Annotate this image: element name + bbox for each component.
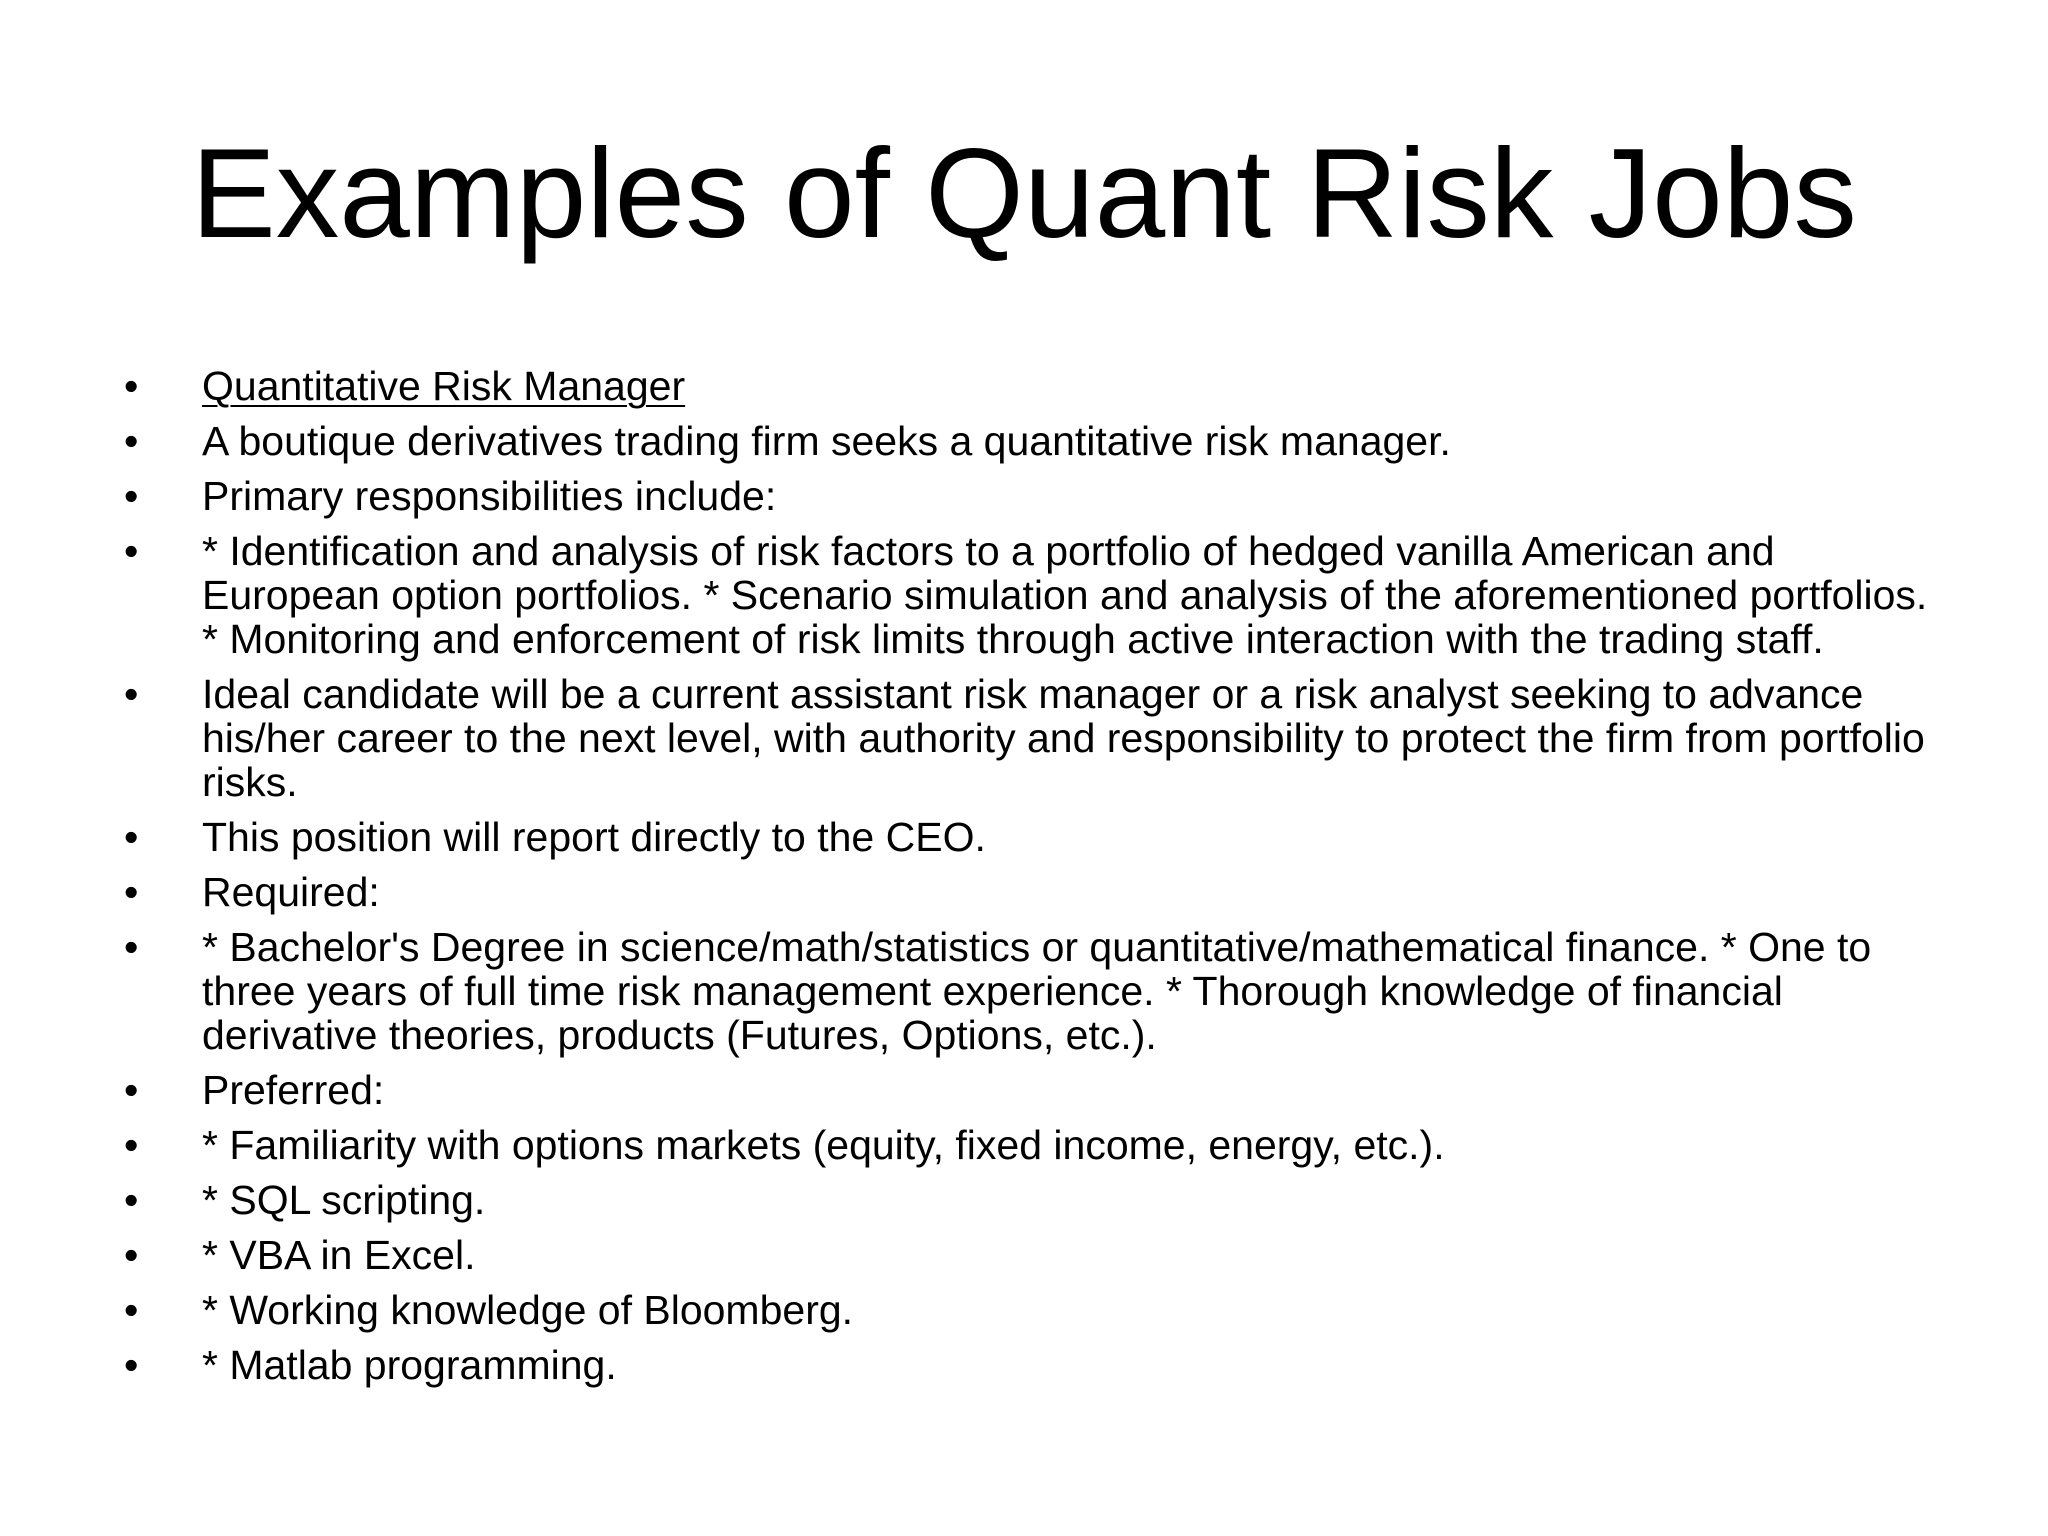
bullet-marker: • <box>124 869 139 915</box>
bullet-text: * SQL scripting. <box>202 1177 486 1223</box>
bullet-item <box>124 474 1954 518</box>
bullet-text: Quantitative Risk Manager <box>202 363 686 409</box>
bullet-item <box>124 529 1954 661</box>
bullet-text: Ideal candidate will be a current assistant risk manager or a risk analyst seeking to advance his/her career to the next level, with authority and responsibility to protect the firm from portfolio risks. <box>202 671 1925 805</box>
bullet-marker: • <box>124 1232 139 1278</box>
bullet-marker: • <box>124 1067 139 1113</box>
bullet-marker: • <box>124 1122 139 1168</box>
bullet-item <box>124 1233 1954 1277</box>
bullet-marker: • <box>124 671 139 717</box>
bullet-marker: • <box>124 1177 139 1223</box>
bullet-item <box>124 1178 1954 1222</box>
bullet-marker: • <box>124 924 139 970</box>
bullet-text: * VBA in Excel. <box>202 1232 476 1278</box>
bullet-item <box>124 1068 1954 1112</box>
bullet-list <box>124 364 1954 1398</box>
bullet-text: A boutique derivatives trading firm seeks a quantitative risk manager. <box>202 418 1451 464</box>
bullet-marker: • <box>124 528 139 574</box>
bullet-item <box>124 419 1954 463</box>
bullet-text: Required: <box>202 869 380 915</box>
bullet-text: Primary responsibilities include: <box>202 473 777 519</box>
bullet-item <box>124 870 1954 914</box>
bullet-item <box>124 364 1954 408</box>
bullet-item <box>124 1343 1954 1387</box>
bullet-marker: • <box>124 1342 139 1388</box>
bullet-marker: • <box>124 1287 139 1333</box>
bullet-text: Preferred: <box>202 1067 385 1113</box>
bullet-item <box>124 672 1954 804</box>
slide-title: Examples of Quant Risk Jobs <box>191 122 1857 264</box>
bullet-item <box>124 815 1954 859</box>
bullet-marker: • <box>124 473 139 519</box>
bullet-text: * Matlab programming. <box>202 1342 617 1388</box>
bullet-marker: • <box>124 363 139 409</box>
bullet-item <box>124 1123 1954 1167</box>
bullet-item <box>124 1288 1954 1332</box>
bullet-text: This position will report directly to the CEO. <box>202 814 986 860</box>
bullet-text: * Bachelor's Degree in science/math/statistics or quantitative/mathematical finance. * One to three years of full time risk management experience. * Thorough knowledge of financial derivative theories, products (Futures, Options, etc.). <box>202 924 1872 1058</box>
bullet-item <box>124 925 1954 1057</box>
bullet-text: * Familiarity with options markets (equity, fixed income, energy, etc.). <box>202 1122 1445 1168</box>
bullet-marker: • <box>124 418 139 464</box>
bullet-text: * Working knowledge of Bloomberg. <box>202 1287 854 1333</box>
bullet-marker: • <box>124 814 139 860</box>
bullet-text: * Identification and analysis of risk factors to a portfolio of hedged vanilla American and European option portfolios. * Scenario simulation and analysis of the aforementioned portfolios. * Monitoring and enforcement of risk limits through active interaction with the trading staff. <box>202 528 1928 662</box>
